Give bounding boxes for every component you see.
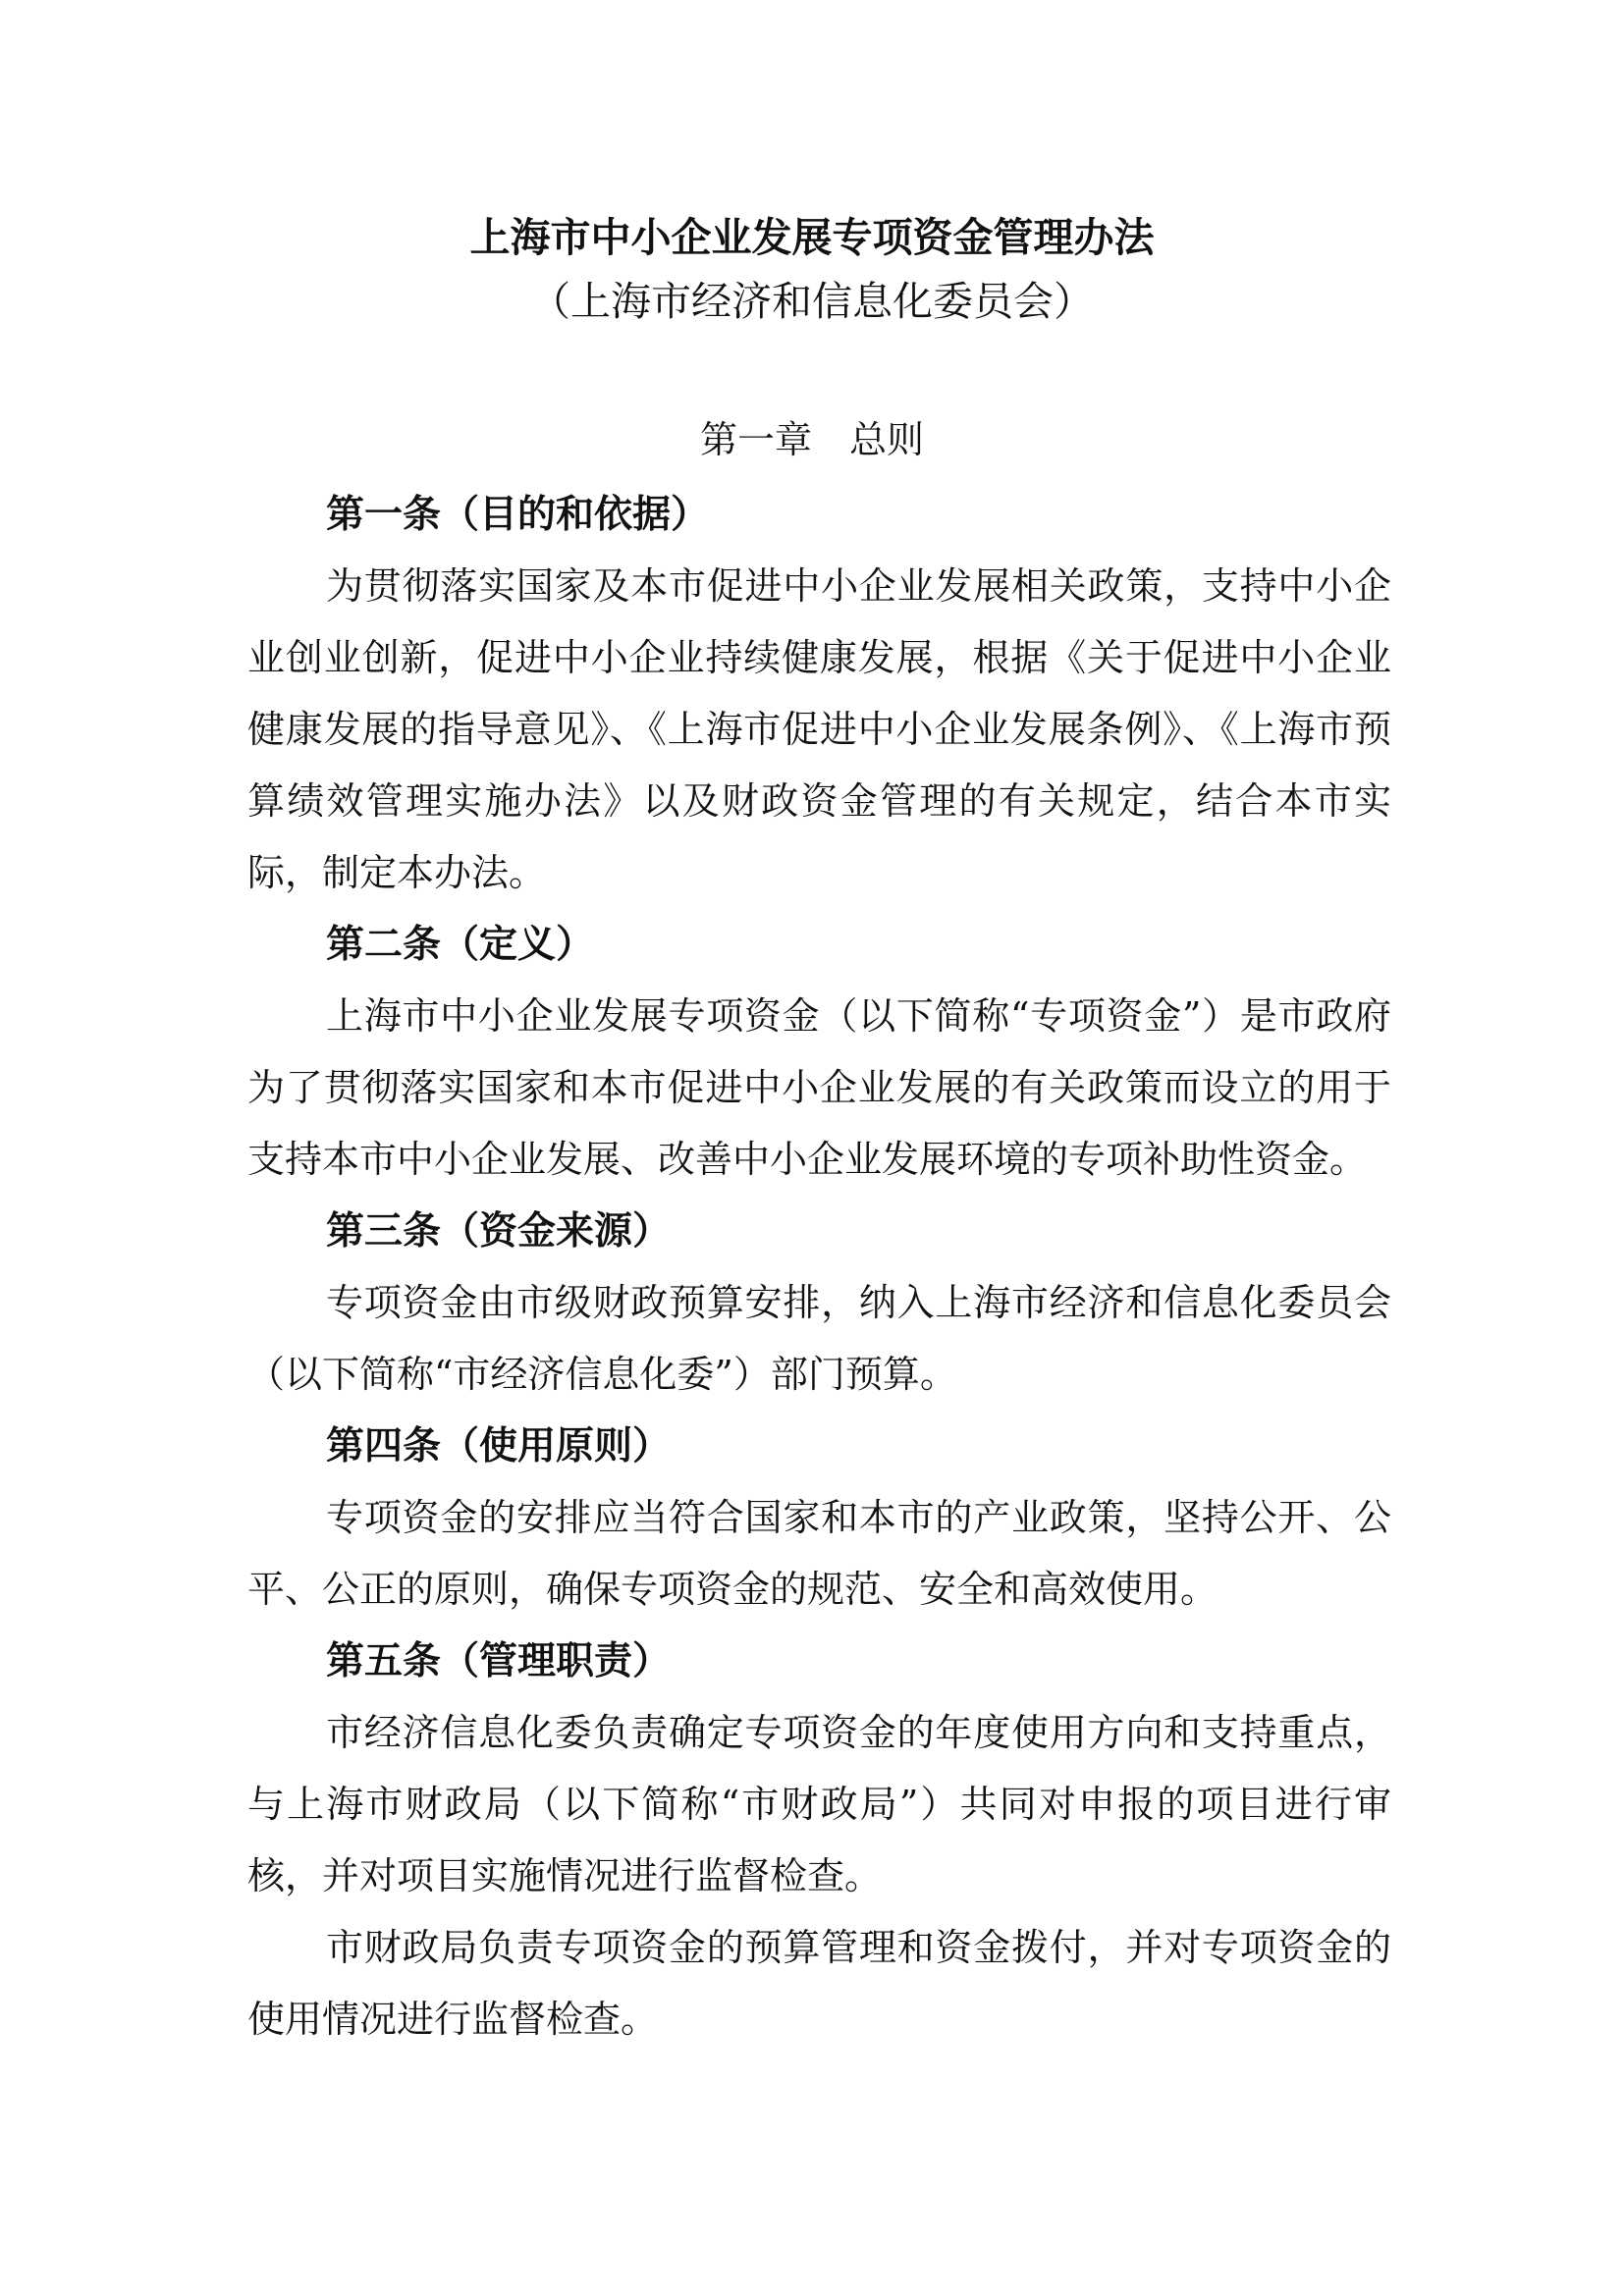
article-paragraph: 市经济信息化委负责确定专项资金的年度使用方向和支持重点，与上海市财政局（以下简称“市财政局”）共同对申报的项目进行审核，并对项目实施情况进行监督检查。 (247, 1711, 1391, 1897)
article-4 (247, 1411, 1391, 1626)
article-heading: 第五条（管理职责） (326, 1638, 672, 1683)
document-subtitle: （上海市经济和信息化委员会） (530, 278, 1094, 325)
article-heading: 第二条（定义） (326, 922, 595, 967)
article-3 (247, 1196, 1391, 1411)
article-paragraph: 专项资金由市级财政预算安排，纳入上海市经济和信息化委员会（以下简称“市经济信息化委”）部门预算。 (247, 1281, 1391, 1396)
article-heading: 第四条（使用原则） (326, 1423, 672, 1468)
article-paragraph: 专项资金的安排应当符合国家和本市的产业政策，坚持公开、公平、公正的原则，确保专项资金的规范、安全和高效使用。 (247, 1496, 1391, 1611)
article-heading: 第三条（资金来源） (326, 1208, 672, 1254)
article-5 (247, 1626, 1391, 2056)
article-1 (247, 479, 1391, 909)
article-paragraph: 为贯彻落实国家及本市促进中小企业发展相关政策，支持中小企业创业创新，促进中小企业持续健康发展，根据《关于促进中小企业健康发展的指导意见》、《上海市促进中小企业发展条例》、《上海市预算绩效管理实施办法》以及财政资金管理的有关规定，结合本市实际，制定本办法。 (247, 564, 1391, 894)
article-heading: 第一条（目的和依据） (326, 492, 710, 537)
article-paragraph: 上海市中小企业发展专项资金（以下简称“专项资金”）是市政府为了贯彻落实国家和本市促进中小企业发展的有关政策而设立的用于支持本市中小企业发展、改善中小企业发展环境的专项补助性资金。 (247, 994, 1391, 1181)
article-2 (247, 909, 1391, 1196)
document-body (247, 479, 1391, 2056)
chapter-heading: 第一章 总则 (699, 418, 924, 461)
document-title: 上海市中小企业发展专项资金管理办法 (469, 214, 1155, 261)
article-paragraph: 市财政局负责专项资金的预算管理和资金拨付，并对专项资金的使用情况进行监督检查。 (247, 1926, 1391, 2041)
